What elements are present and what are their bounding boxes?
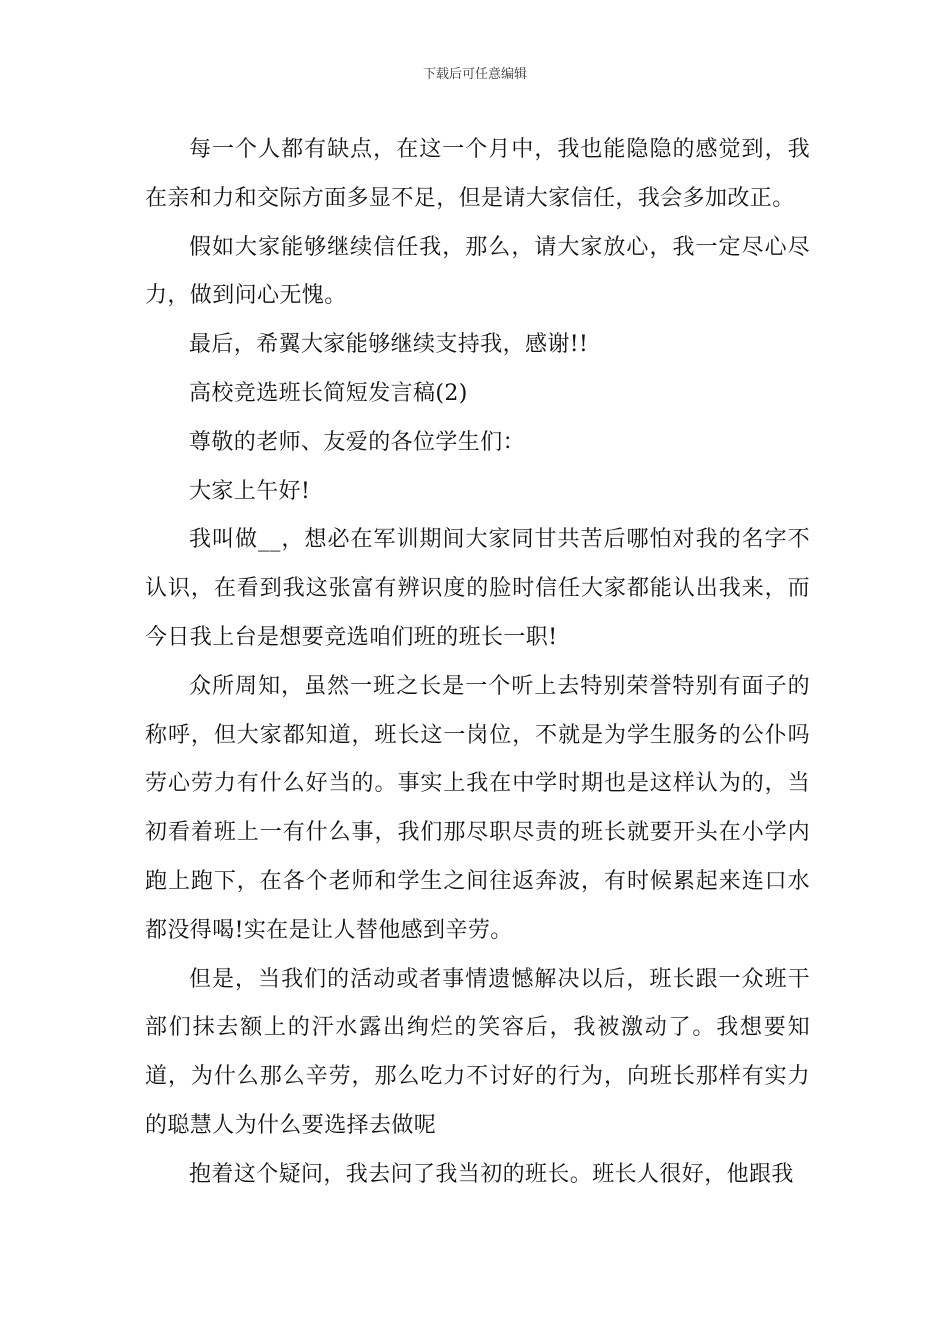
paragraph-closing-thanks: 最后，希翼大家能够继续支持我，感谢!! — [189, 332, 589, 358]
paragraph-inspiration: 但是，当我们的活动或者事情遗憾解决以后，班长跟一众班干部们抹去额上的汗水露出绚烂的笑容后，我被激动了。我想要知道，为什么那么辛劳，那么吃力不讨好的行为，向班长那样有实力的聪慧人为什么要选择去做呢 — [145, 966, 810, 1138]
paragraph-trust: 假如大家能够继续信任我，那么，请大家放心，我一定尽心尽力，做到问心无愧。 — [145, 234, 810, 309]
salutation: 尊敬的老师、友爱的各位学生们： — [189, 429, 526, 455]
document-body — [145, 126, 810, 1200]
paragraph-question: 抱着这个疑问，我去问了我当初的班长。班长人很好，他跟我 — [189, 1161, 794, 1187]
paragraph-introduction: 我叫做__，想必在军训期间大家同甘共苦后哪怕对我的名字不认识，在看到我这张富有辨识度的脸时信任大家都能认出我来，而今日我上台是想要竞选咱们班的班长一职! — [145, 527, 810, 650]
section-title: 高校竞选班长简短发言稿(2) — [189, 380, 468, 406]
paragraph-shortcomings: 每一个人都有缺点，在这一个月中，我也能隐隐的感觉到，我在亲和力和交际方面多显不足，但是请大家信任，我会多加改正。 — [145, 137, 810, 211]
paragraph-class-monitor-role: 众所周知，虽然一班之长是一个听上去特别荣誉特别有面子的称呼，但大家都知道，班长这一岗位，不就是为学生服务的公仆吗劳心劳力有什么好当的。事实上我在中学时期也是这样认为的，当初看着班上一有什么事，我们那尽职尽责的班长就要开头在小学内跑上跑下，在各个老师和学生之间往返奔波，有时候累起来连口水都没得喝!实在是让人替他感到辛劳。 — [145, 673, 810, 943]
page-header-note: 下载后可任意编辑 — [422, 67, 527, 82]
greeting: 大家上午好! — [189, 478, 311, 504]
